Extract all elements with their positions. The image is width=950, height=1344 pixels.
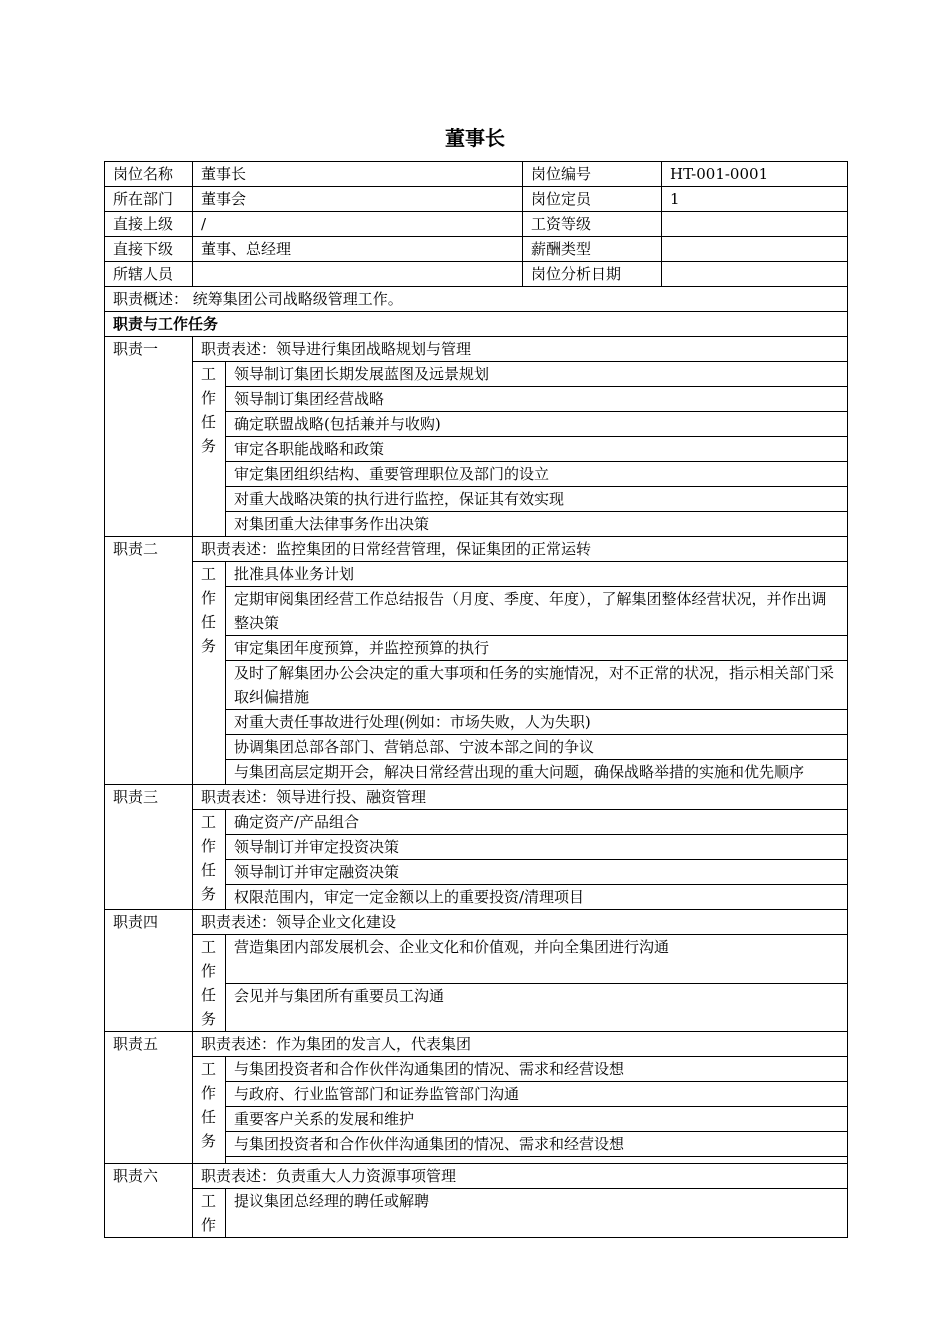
info-value [193, 262, 523, 287]
info-row [105, 237, 848, 262]
info-value: / [193, 212, 523, 237]
task-item: 与集团高层定期开会，解决日常经营出现的重大问题，确保战略举措的实施和优先顺序 [226, 760, 848, 785]
duty-description: 职责表述：负责重大人力资源事项管理 [193, 1164, 848, 1189]
duty-name: 职责一 [105, 337, 193, 537]
duty-description: 职责表述：领导企业文化建设 [193, 910, 848, 935]
info-label: 直接下级 [105, 237, 193, 262]
task-label-line2: 任务 [201, 986, 218, 1028]
info-value: 董事长 [193, 162, 523, 187]
duty-header-row [105, 537, 848, 562]
info-label: 所辖人员 [105, 262, 193, 287]
task-row [105, 1189, 848, 1238]
task-label [193, 362, 234, 537]
task-item: 协调集团总部各部门、营销总部、宁波本部之间的争议 [226, 735, 848, 760]
task-label-line1: 工 作 [201, 938, 234, 980]
section-row [105, 312, 848, 337]
task-item: 营造集团内部发展机会、企业文化和价值观，并向全集团进行沟通 [226, 935, 848, 984]
job-description-table [104, 161, 848, 1238]
duty-summary: 职责概述： 统筹集团公司战略级管理工作。 [105, 287, 848, 312]
task-item: 审定集团年度预算，并监控预算的执行 [226, 636, 848, 661]
task-label-line1: 工 作 [201, 365, 234, 407]
task-label-line1: 工 作 [201, 813, 234, 855]
info-label: 薪酬类型 [523, 237, 662, 262]
info-label: 岗位编号 [523, 162, 662, 187]
spacer-cell [226, 1157, 848, 1164]
task-row [105, 362, 848, 387]
task-label-line1: 工 作 [201, 1060, 234, 1102]
task-item: 对重大战略决策的执行进行监控，保证其有效实现 [226, 487, 848, 512]
task-item: 确定资产/产品组合 [226, 810, 848, 835]
task-label-line2: 任务 [201, 413, 218, 455]
task-label [193, 935, 234, 1032]
info-row [105, 212, 848, 237]
task-item: 会见并与集团所有重要员工沟通 [226, 983, 848, 1032]
duty-name: 职责四 [105, 910, 193, 1032]
task-item: 重要客户关系的发展和维护 [226, 1107, 848, 1132]
task-item: 对集团重大法律事务作出决策 [226, 512, 848, 537]
task-label [193, 810, 234, 910]
task-row [105, 810, 848, 835]
task-item: 确定联盟战略(包括兼并与收购) [226, 412, 848, 437]
task-item: 领导制订并审定投资决策 [226, 835, 848, 860]
duty-header-row [105, 1032, 848, 1057]
duty-header-row [105, 337, 848, 362]
info-value [662, 212, 848, 237]
task-item: 对重大责任事故进行处理(例如：市场失败，人为失职) [226, 710, 848, 735]
duty-name: 职责六 [105, 1164, 193, 1238]
task-item: 及时了解集团办公会决定的重大事项和任务的实施情况，对不正常的状况，指示相关部门采取纠偏措施 [226, 661, 848, 710]
duty-header-row [105, 785, 848, 810]
info-row [105, 162, 848, 187]
info-label: 直接上级 [105, 212, 193, 237]
duty-header-row [105, 1164, 848, 1189]
task-item: 与政府、行业监管部门和证券监管部门沟通 [226, 1082, 848, 1107]
task-row [105, 562, 848, 587]
task-item: 权限范围内，审定一定金额以上的重要投资/清理项目 [226, 885, 848, 910]
section-title: 职责与工作任务 [105, 312, 848, 337]
info-label: 所在部门 [105, 187, 193, 212]
duty-description: 职责表述：领导进行集团战略规划与管理 [193, 337, 848, 362]
task-item: 领导制订集团长期发展蓝图及远景规划 [226, 362, 848, 387]
task-label-line2: 任务 [201, 1108, 218, 1150]
info-value: HT-001-0001 [662, 162, 848, 187]
duty-header-row [105, 910, 848, 935]
duty-name: 职责五 [105, 1032, 193, 1164]
task-item: 审定各职能战略和政策 [226, 437, 848, 462]
task-item: 与集团投资者和合作伙伴沟通集团的情况、需求和经营设想 [226, 1132, 848, 1157]
info-label: 工资等级 [523, 212, 662, 237]
task-label-line2: 任务 [201, 861, 218, 903]
info-row [105, 187, 848, 212]
summary-row [105, 287, 848, 312]
task-label-line1: 工 作 [201, 1192, 234, 1234]
info-value: 1 [662, 187, 848, 212]
task-label-line1: 工 作 [201, 565, 234, 607]
task-item: 定期审阅集团经营工作总结报告（月度、季度、年度），了解集团整体经营状况，并作出调整决策 [226, 587, 848, 636]
info-value [662, 262, 848, 287]
info-row [105, 262, 848, 287]
task-row [105, 935, 848, 984]
duty-description: 职责表述：作为集团的发言人，代表集团 [193, 1032, 848, 1057]
task-label [193, 1189, 234, 1238]
page-title: 董事长 [445, 126, 505, 150]
task-item: 批准具体业务计划 [226, 562, 848, 587]
info-value: 董事会 [193, 187, 523, 212]
task-item: 审定集团组织结构、重要管理职位及部门的设立 [226, 462, 848, 487]
duty-description: 职责表述：监控集团的日常经营管理，保证集团的正常运转 [193, 537, 848, 562]
task-item: 领导制订并审定融资决策 [226, 860, 848, 885]
duty-name: 职责三 [105, 785, 193, 910]
duty-name: 职责二 [105, 537, 193, 785]
task-label [193, 562, 234, 785]
task-item: 与集团投资者和合作伙伴沟通集团的情况、需求和经营设想 [226, 1057, 848, 1082]
info-value [662, 237, 848, 262]
info-label: 岗位定员 [523, 187, 662, 212]
task-item: 提议集团总经理的聘任或解聘 [226, 1189, 848, 1238]
task-label [193, 1057, 234, 1164]
task-row [105, 1057, 848, 1082]
task-item: 领导制订集团经营战略 [226, 387, 848, 412]
info-label: 岗位分析日期 [523, 262, 662, 287]
task-label-line2: 任务 [201, 613, 218, 655]
duty-description: 职责表述：领导进行投、融资管理 [193, 785, 848, 810]
info-label: 岗位名称 [105, 162, 193, 187]
info-value: 董事、总经理 [193, 237, 523, 262]
